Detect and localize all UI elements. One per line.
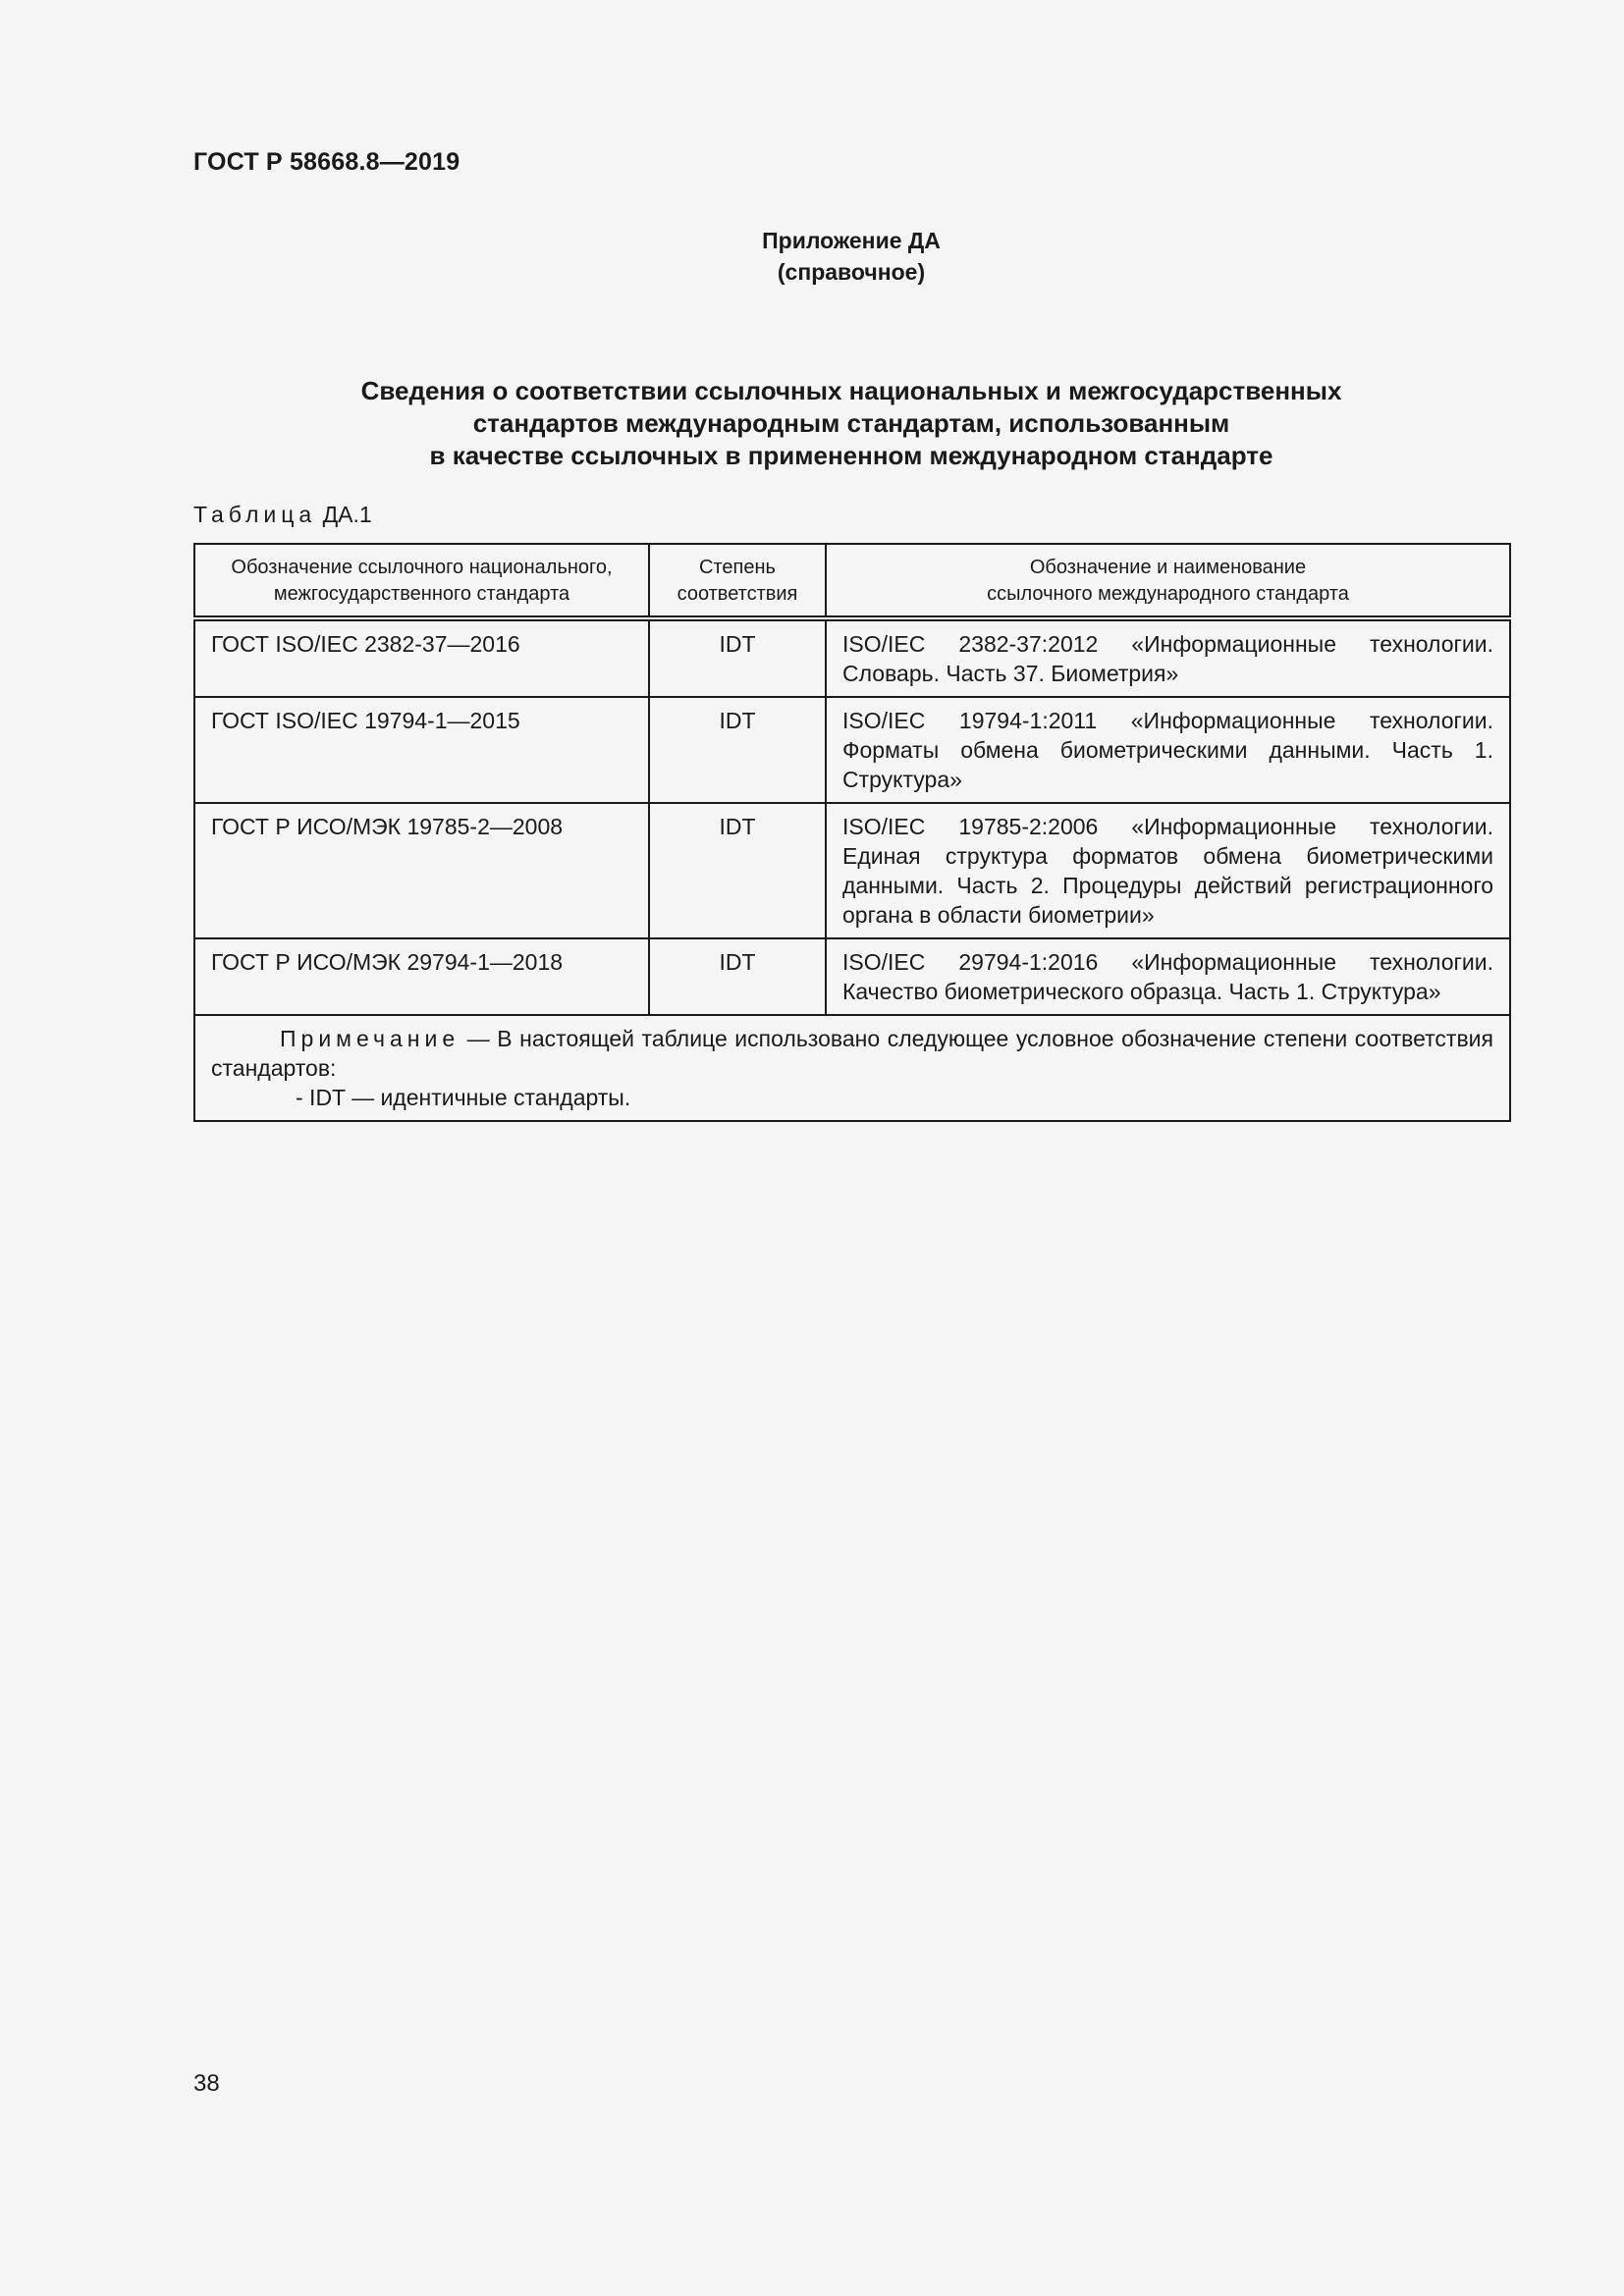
table-row	[194, 618, 1510, 697]
table-row	[194, 697, 1510, 803]
note-list-item: - IDT — идентичные стандарты.	[296, 1085, 631, 1110]
table-caption-number: ДА.1	[322, 502, 372, 527]
cell-international-standard: ISO/IEC 29794-1:2016 «Информационные технологии. Качество биометрического образца. Часть 1. Структура»	[826, 938, 1510, 1015]
appendix-title: Приложение ДА	[762, 228, 941, 253]
header-international-standard: Обозначение и наименование ссылочного международного стандарта	[826, 544, 1510, 618]
appendix-kind: (справочное)	[777, 259, 926, 285]
table-note-row	[194, 1015, 1510, 1121]
cell-degree: IDT	[649, 697, 826, 803]
cell-national-standard: ГОСТ Р ИСО/МЭК 19785-2—2008	[194, 803, 649, 938]
cell-national-standard: ГОСТ ISO/IEC 19794-1—2015	[194, 697, 649, 803]
table-header-row	[194, 544, 1510, 618]
section-title	[193, 375, 1509, 472]
cell-national-standard: ГОСТ ISO/IEC 2382-37—2016	[194, 618, 649, 697]
title-line: стандартов международным стандартам, использованным	[472, 408, 1230, 438]
note-body: — В настоящей таблице использовано следующее условное обозначение степени соответствия стандартов:	[211, 1026, 1493, 1081]
cell-national-standard: ГОСТ Р ИСО/МЭК 29794-1—2018	[194, 938, 649, 1015]
appendix-heading	[193, 225, 1509, 288]
cell-degree: IDT	[649, 803, 826, 938]
page-number: 38	[193, 2070, 220, 2097]
cell-degree: IDT	[649, 618, 826, 697]
note-text	[211, 1024, 1493, 1083]
table-row	[194, 803, 1510, 938]
table-note	[194, 1015, 1510, 1121]
header-national-standard: Обозначение ссылочного национального, межгосударственного стандарта	[194, 544, 649, 618]
note-label: Примечание	[280, 1026, 460, 1051]
table-caption-label: Таблица	[193, 502, 317, 527]
header-degree: Степень соответствия	[649, 544, 826, 618]
correspondence-table	[193, 543, 1511, 1122]
document-designation: ГОСТ Р 58668.8—2019	[193, 148, 460, 176]
cell-international-standard: ISO/IEC 19785-2:2006 «Информационные технологии. Единая структура форматов обмена биометрическими данными. Часть 2. Процедуры действий регистрационного органа в области биометрии»	[826, 803, 1510, 938]
cell-international-standard: ISO/IEC 2382-37:2012 «Информационные технологии. Словарь. Часть 37. Биометрия»	[826, 618, 1510, 697]
table-row	[194, 938, 1510, 1015]
cell-international-standard: ISO/IEC 19794-1:2011 «Информационные технологии. Форматы обмена биометрическими данными. Часть 1. Структура»	[826, 697, 1510, 803]
table-caption	[193, 502, 372, 528]
cell-degree: IDT	[649, 938, 826, 1015]
title-line: Сведения о соответствии ссылочных национальных и межгосударственных	[360, 376, 1342, 405]
title-line: в качестве ссылочных в примененном международном стандарте	[429, 441, 1273, 470]
